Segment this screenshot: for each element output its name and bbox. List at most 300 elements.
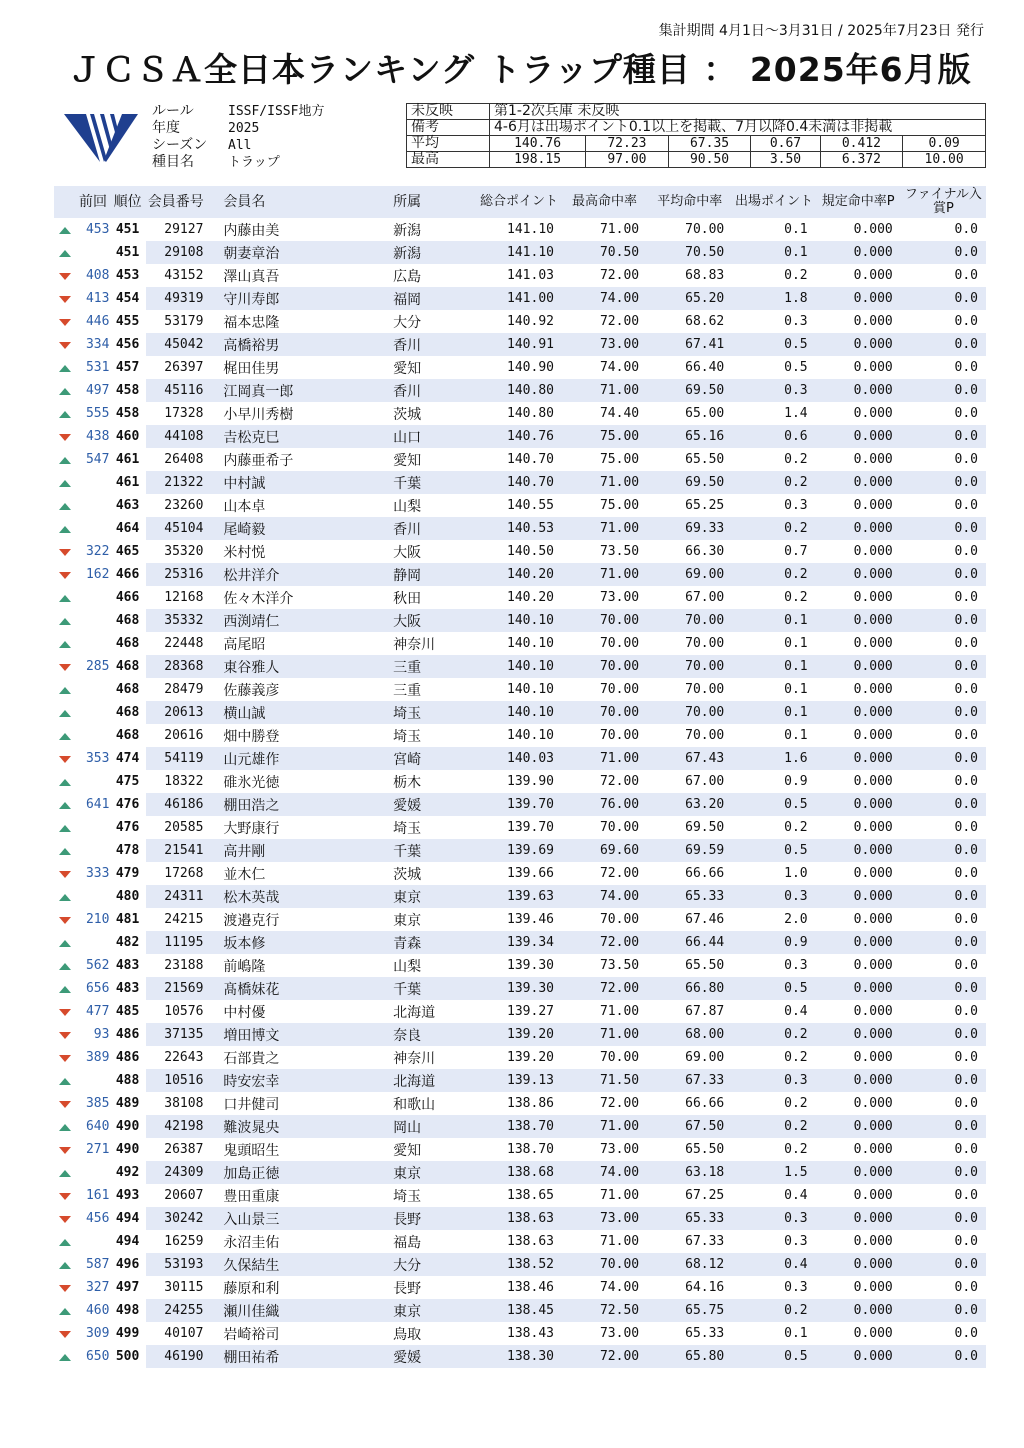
rank: 500 xyxy=(115,1349,140,1364)
arrow-down-icon xyxy=(59,296,71,303)
member-name: 松井洋介 xyxy=(217,563,389,586)
table-row xyxy=(54,632,986,655)
prev-rank: 210 xyxy=(85,912,110,927)
remarks-value: 4-6月は出場ポイント0.1以上を掲載、7月以降0.4未満は非掲載 xyxy=(490,120,986,136)
unreflected-value: 第1-2次兵庫 未反映 xyxy=(490,104,986,120)
member-id: 10576 xyxy=(164,1004,204,1019)
info-row xyxy=(152,154,324,171)
prev-rank: 641 xyxy=(85,797,110,812)
final-award-points: 0.0 xyxy=(901,1299,986,1322)
member-name: 中村誠 xyxy=(217,471,389,494)
final-award-points: 0.0 xyxy=(901,517,986,540)
info-label: 種目名 xyxy=(152,154,194,170)
avg-hit-rate: 66.66 xyxy=(685,1096,725,1111)
trend-cell xyxy=(54,1253,77,1276)
standard-hit-points: 0.000 xyxy=(853,590,893,605)
best-hit-rate: 73.00 xyxy=(562,1207,647,1230)
avg-hit-rate: 65.80 xyxy=(647,1345,732,1368)
arrow-up-icon xyxy=(59,1262,71,1269)
prev-rank xyxy=(77,471,110,494)
affiliation: 東京 xyxy=(389,1299,476,1322)
avg-hit-rate: 65.25 xyxy=(685,498,725,513)
member-id: 44108 xyxy=(146,425,218,448)
remarks-label: 備考 xyxy=(407,120,490,136)
trend-cell xyxy=(54,1046,77,1069)
entry-points: 1.6 xyxy=(732,747,815,770)
table-row xyxy=(54,1253,986,1276)
best-hit-rate: 73.00 xyxy=(599,1142,640,1157)
member-name: 前嶋隆 xyxy=(223,958,266,975)
col-std: 規定命中率P xyxy=(816,186,901,218)
avg-hit-rate: 64.16 xyxy=(685,1280,725,1295)
entry-points: 0.4 xyxy=(784,1188,808,1203)
info-label: シーズン xyxy=(152,137,208,153)
col-id: 会員番号 xyxy=(146,186,218,218)
entry-points: 0.2 xyxy=(732,471,815,494)
trend-cell xyxy=(54,1069,77,1092)
prev-rank: 162 xyxy=(85,567,110,582)
member-id: 11195 xyxy=(146,931,218,954)
final-award-points: 0.0 xyxy=(954,222,978,237)
trend-cell xyxy=(54,471,77,494)
avg-hit-rate: 67.33 xyxy=(685,1234,725,1249)
member-name: 江岡真一郎 xyxy=(217,379,389,402)
trend-cell xyxy=(54,402,77,425)
prev-rank: 93 xyxy=(93,1027,110,1042)
avg-hit-rate: 63.20 xyxy=(647,793,732,816)
trend-cell xyxy=(54,264,77,287)
entry-points: 0.5 xyxy=(732,839,815,862)
table-row xyxy=(54,1276,986,1299)
table-row xyxy=(54,954,986,977)
trend-cell xyxy=(54,1276,77,1299)
table-row xyxy=(54,1092,986,1115)
standard-hit-points: 0.000 xyxy=(816,701,901,724)
avg-hit-rate: 67.33 xyxy=(647,1069,732,1092)
total-points: 140.10 xyxy=(507,728,554,743)
standard-hit-points: 0.000 xyxy=(853,958,893,973)
arrow-up-icon xyxy=(59,710,71,717)
arrow-up-icon xyxy=(59,687,71,694)
entry-points: 0.2 xyxy=(784,1050,808,1065)
member-name: 内藤由美 xyxy=(223,222,280,239)
trend-cell xyxy=(54,425,77,448)
trend-cell xyxy=(54,770,77,793)
arrow-up-icon xyxy=(59,848,71,855)
col-name: 会員名 xyxy=(217,186,389,218)
prev-rank: 322 xyxy=(85,544,110,559)
member-name: 西渕靖仁 xyxy=(217,609,389,632)
best-hit-rate: 73.00 xyxy=(562,333,647,356)
rank: 468 xyxy=(115,659,140,674)
member-id: 54119 xyxy=(146,747,218,770)
affiliation: 新潟 xyxy=(389,241,476,264)
affiliation: 香川 xyxy=(389,517,476,540)
table-row xyxy=(54,1023,986,1046)
avg-hit-rate: 65.50 xyxy=(685,958,725,973)
total-points: 139.30 xyxy=(507,958,554,973)
best-hit-rate: 70.00 xyxy=(599,1050,640,1065)
member-id: 22643 xyxy=(164,1050,204,1065)
member-id: 35320 xyxy=(164,544,204,559)
final-award-points: 0.0 xyxy=(954,406,978,421)
entry-points: 0.2 xyxy=(732,517,815,540)
entry-points: 0.3 xyxy=(732,1069,815,1092)
standard-hit-points: 0.000 xyxy=(853,1326,893,1341)
rank: 490 xyxy=(115,1119,140,1134)
entry-points: 0.5 xyxy=(732,333,815,356)
final-award-points: 0.0 xyxy=(954,1050,978,1065)
trend-cell xyxy=(54,1161,77,1184)
entry-points: 0.3 xyxy=(784,958,808,973)
member-name: 高井剛 xyxy=(217,839,389,862)
member-id: 49319 xyxy=(146,287,218,310)
prev-rank: 408 xyxy=(85,268,110,283)
prev-rank xyxy=(77,678,110,701)
table-row xyxy=(54,931,986,954)
avg-hit-rate: 65.33 xyxy=(685,1326,725,1341)
affiliation: 北海道 xyxy=(389,1069,476,1092)
rank: 498 xyxy=(115,1303,140,1318)
entry-points: 0.3 xyxy=(732,379,815,402)
arrow-up-icon xyxy=(59,1170,71,1177)
best-hit-rate: 74.00 xyxy=(562,1161,647,1184)
info-label: ルール xyxy=(152,103,194,119)
final-award-points: 0.0 xyxy=(901,1069,986,1092)
member-name: 小早川秀樹 xyxy=(223,406,294,423)
page-title: ＪＣＳＡ全日本ランキング トラップ種目 ： 2025年6月版 xyxy=(68,50,972,89)
avg-hit-rate: 69.33 xyxy=(647,517,732,540)
arrow-up-icon xyxy=(59,963,71,970)
affiliation: 長野 xyxy=(389,1207,476,1230)
entry-points: 0.3 xyxy=(784,314,808,329)
final-award-points: 0.0 xyxy=(954,590,978,605)
final-award-points: 0.0 xyxy=(901,885,986,908)
member-name: 朝妻章治 xyxy=(217,241,389,264)
standard-hit-points: 0.000 xyxy=(816,977,901,1000)
standard-hit-points: 0.000 xyxy=(816,1299,901,1322)
arrow-up-icon xyxy=(59,1239,71,1246)
standard-hit-points: 0.000 xyxy=(853,1050,893,1065)
total-points: 140.92 xyxy=(507,314,554,329)
final-award-points: 0.0 xyxy=(901,839,986,862)
table-row xyxy=(54,724,986,747)
rank: 461 xyxy=(115,475,140,490)
member-id: 29127 xyxy=(164,222,204,237)
trend-cell xyxy=(54,1115,77,1138)
entry-points: 0.2 xyxy=(732,1023,815,1046)
final-award-points: 0.0 xyxy=(954,1280,978,1295)
affiliation: 愛媛 xyxy=(389,1345,476,1368)
final-award-points: 0.0 xyxy=(901,609,986,632)
arrow-up-icon xyxy=(59,802,71,809)
final-award-points: 0.0 xyxy=(954,1326,978,1341)
total-points: 140.80 xyxy=(507,406,554,421)
arrow-down-icon xyxy=(59,664,71,671)
total-points: 139.20 xyxy=(507,1050,554,1065)
entry-points: 0.2 xyxy=(784,268,808,283)
best-hit-rate: 70.00 xyxy=(599,682,640,697)
standard-hit-points: 0.000 xyxy=(816,793,901,816)
final-award-points: 0.0 xyxy=(901,1023,986,1046)
member-name: 大野康行 xyxy=(223,820,280,837)
avg-hit-rate: 69.50 xyxy=(685,820,725,835)
avg-hit-rate: 65.33 xyxy=(647,885,732,908)
arrow-up-icon xyxy=(59,1124,71,1131)
avg-hit-rate: 67.00 xyxy=(685,774,725,789)
prev-rank xyxy=(77,770,110,793)
info-value: 2025 xyxy=(228,121,260,136)
trend-cell xyxy=(54,448,77,471)
standard-hit-points: 0.000 xyxy=(853,820,893,835)
affiliation: 埼玉 xyxy=(393,728,422,745)
rank: 485 xyxy=(115,1004,140,1019)
final-award-points: 0.0 xyxy=(954,912,978,927)
standard-hit-points: 0.000 xyxy=(853,360,893,375)
table-row xyxy=(54,977,986,1000)
standard-hit-points: 0.000 xyxy=(853,1234,893,1249)
rank: 464 xyxy=(115,521,140,536)
affiliation: 三重 xyxy=(393,682,422,699)
total-points: 138.70 xyxy=(507,1142,554,1157)
avg-hit-rate: 68.62 xyxy=(685,314,725,329)
rank: 468 xyxy=(115,705,140,720)
final-award-points: 0.0 xyxy=(901,1253,986,1276)
prev-rank xyxy=(77,724,110,747)
entry-points: 2.0 xyxy=(784,912,808,927)
total-points: 138.86 xyxy=(507,1096,554,1111)
total-points: 139.34 xyxy=(476,931,562,954)
total-points: 140.90 xyxy=(507,360,554,375)
entry-points: 0.9 xyxy=(784,774,808,789)
member-id: 18322 xyxy=(164,774,204,789)
arrow-down-icon xyxy=(59,1101,71,1108)
final-award-points: 0.0 xyxy=(954,452,978,467)
trend-cell xyxy=(54,494,77,517)
avg-hit-rate: 63.18 xyxy=(647,1161,732,1184)
final-award-points: 0.0 xyxy=(954,1004,978,1019)
table-row xyxy=(54,1046,986,1069)
final-award-points: 0.0 xyxy=(901,333,986,356)
avg-hit-rate: 65.16 xyxy=(647,425,732,448)
rank: 474 xyxy=(115,751,140,766)
best-hit-rate: 71.00 xyxy=(599,1004,640,1019)
total-points: 138.45 xyxy=(476,1299,562,1322)
col-best: 最高命中率 xyxy=(562,186,647,218)
member-id: 24311 xyxy=(146,885,218,908)
trend-cell xyxy=(54,517,77,540)
best-hit-rate: 74.00 xyxy=(562,885,647,908)
arrow-up-icon xyxy=(59,618,71,625)
member-name: 口井健司 xyxy=(223,1096,280,1113)
table-row xyxy=(54,609,986,632)
final-award-points: 0.0 xyxy=(901,793,986,816)
member-name: 山元雄作 xyxy=(217,747,389,770)
avg-hit-rate: 69.00 xyxy=(685,1050,725,1065)
total-points: 141.10 xyxy=(476,241,562,264)
entry-points: 0.2 xyxy=(732,1115,815,1138)
arrow-up-icon xyxy=(59,457,71,464)
entry-points: 0.1 xyxy=(784,728,808,743)
best-hit-rate: 71.00 xyxy=(562,517,647,540)
member-name: 山本卓 xyxy=(223,498,266,515)
trend-cell xyxy=(54,632,77,655)
rank: 468 xyxy=(115,682,140,697)
standard-hit-points: 0.000 xyxy=(816,1253,901,1276)
rank: 458 xyxy=(115,406,140,421)
member-name: 藤原和利 xyxy=(223,1280,280,1297)
average-final: 0.09 xyxy=(903,136,986,152)
prev-rank: 497 xyxy=(85,383,110,398)
member-name: 梶田佳男 xyxy=(223,360,280,377)
prev-rank xyxy=(77,494,110,517)
info-label: 年度 xyxy=(152,120,180,136)
rank: 478 xyxy=(115,843,140,858)
member-name: 畑中勝登 xyxy=(223,728,280,745)
member-id: 45104 xyxy=(146,517,218,540)
affiliation: 埼玉 xyxy=(393,820,422,837)
entry-points: 0.1 xyxy=(732,655,815,678)
member-id: 28479 xyxy=(164,682,204,697)
entry-points: 1.0 xyxy=(784,866,808,881)
prev-rank: 285 xyxy=(85,659,110,674)
entry-points: 0.1 xyxy=(732,701,815,724)
table-row xyxy=(54,1207,986,1230)
member-name: 髙橋妹花 xyxy=(217,977,389,1000)
total-points: 139.27 xyxy=(507,1004,554,1019)
avg-hit-rate: 70.00 xyxy=(685,636,725,651)
affiliation: 和歌山 xyxy=(393,1096,436,1113)
best-hit-rate: 73.50 xyxy=(599,958,640,973)
best-hit-rate: 70.00 xyxy=(562,609,647,632)
trend-cell xyxy=(54,816,77,839)
max-final: 10.00 xyxy=(903,152,986,168)
col-aff: 所属 xyxy=(389,186,476,218)
affiliation: 長野 xyxy=(393,1280,422,1297)
rank: 461 xyxy=(115,452,140,467)
standard-hit-points: 0.000 xyxy=(816,333,901,356)
best-hit-rate: 71.00 xyxy=(599,1188,640,1203)
avg-hit-rate: 70.50 xyxy=(647,241,732,264)
prev-rank: 562 xyxy=(85,958,110,973)
entry-points: 0.9 xyxy=(732,931,815,954)
member-name: 東谷雅人 xyxy=(217,655,389,678)
arrow-down-icon xyxy=(59,1055,71,1062)
total-points: 140.20 xyxy=(507,590,554,605)
avg-hit-rate: 66.30 xyxy=(685,544,725,559)
entry-points: 0.2 xyxy=(784,452,808,467)
total-points: 138.63 xyxy=(476,1207,562,1230)
rank: 451 xyxy=(115,245,140,260)
affiliation: 福島 xyxy=(393,1234,422,1251)
prev-rank: 334 xyxy=(85,337,110,352)
table-row xyxy=(54,448,986,471)
info-value: トラップ xyxy=(228,155,280,170)
table-row xyxy=(54,517,986,540)
affiliation: 山梨 xyxy=(393,498,422,515)
standard-hit-points: 0.000 xyxy=(853,314,893,329)
final-award-points: 0.0 xyxy=(954,636,978,651)
avg-hit-rate: 66.40 xyxy=(685,360,725,375)
total-points: 140.76 xyxy=(476,425,562,448)
avg-hit-rate: 66.80 xyxy=(647,977,732,1000)
avg-hit-rate: 70.00 xyxy=(647,701,732,724)
best-hit-rate: 70.50 xyxy=(562,241,647,264)
member-name: 難波晁央 xyxy=(217,1115,389,1138)
trend-cell xyxy=(54,1207,77,1230)
arrow-up-icon xyxy=(59,1354,71,1361)
trend-cell xyxy=(54,241,77,264)
standard-hit-points: 0.000 xyxy=(816,425,901,448)
affiliation: 千葉 xyxy=(389,471,476,494)
arrow-up-icon xyxy=(59,227,71,234)
trend-cell xyxy=(54,931,77,954)
arrow-down-icon xyxy=(59,1009,71,1016)
final-award-points: 0.0 xyxy=(901,655,986,678)
arrow-down-icon xyxy=(59,549,71,556)
rank: 494 xyxy=(115,1211,140,1226)
total-points: 140.10 xyxy=(476,609,562,632)
trend-cell xyxy=(54,954,77,977)
member-name: 佐藤義彦 xyxy=(223,682,280,699)
rank: 486 xyxy=(115,1027,140,1042)
best-hit-rate: 76.00 xyxy=(562,793,647,816)
affiliation: 千葉 xyxy=(389,839,476,862)
total-points: 140.03 xyxy=(476,747,562,770)
member-id: 45042 xyxy=(146,333,218,356)
member-name: 澤山真吾 xyxy=(223,268,280,285)
affiliation: 香川 xyxy=(389,379,476,402)
best-hit-rate: 71.00 xyxy=(599,1234,640,1249)
rank: 468 xyxy=(115,636,140,651)
trend-cell xyxy=(54,563,77,586)
best-hit-rate: 71.00 xyxy=(562,1023,647,1046)
best-hit-rate: 70.00 xyxy=(599,636,640,651)
avg-hit-rate: 67.46 xyxy=(685,912,725,927)
member-id: 23260 xyxy=(164,498,204,513)
prev-rank xyxy=(77,701,110,724)
final-award-points: 0.0 xyxy=(954,544,978,559)
best-hit-rate: 72.00 xyxy=(599,866,640,881)
average-label: 平均 xyxy=(407,136,490,152)
standard-hit-points: 0.000 xyxy=(816,885,901,908)
avg-hit-rate: 69.59 xyxy=(647,839,732,862)
average-entry: 0.67 xyxy=(751,136,820,152)
prev-rank: 531 xyxy=(85,360,110,375)
table-row xyxy=(54,425,986,448)
standard-hit-points: 0.000 xyxy=(816,609,901,632)
arrow-down-icon xyxy=(59,756,71,763)
entry-points: 0.1 xyxy=(784,682,808,697)
rank: 493 xyxy=(115,1188,140,1203)
total-points: 138.68 xyxy=(476,1161,562,1184)
best-hit-rate: 70.00 xyxy=(562,701,647,724)
best-hit-rate: 72.00 xyxy=(562,931,647,954)
total-points: 139.70 xyxy=(507,820,554,835)
affiliation: 新潟 xyxy=(393,222,422,239)
member-name: 豊田重康 xyxy=(223,1188,280,1205)
final-award-points: 0.0 xyxy=(954,820,978,835)
final-award-points: 0.0 xyxy=(901,1115,986,1138)
max-std: 6.372 xyxy=(820,152,903,168)
entry-points: 0.3 xyxy=(784,498,808,513)
member-name: 尾崎毅 xyxy=(217,517,389,540)
table-row xyxy=(54,563,986,586)
table-row xyxy=(54,379,986,402)
final-award-points: 0.0 xyxy=(901,747,986,770)
final-award-points: 0.0 xyxy=(954,866,978,881)
member-id: 30115 xyxy=(164,1280,204,1295)
